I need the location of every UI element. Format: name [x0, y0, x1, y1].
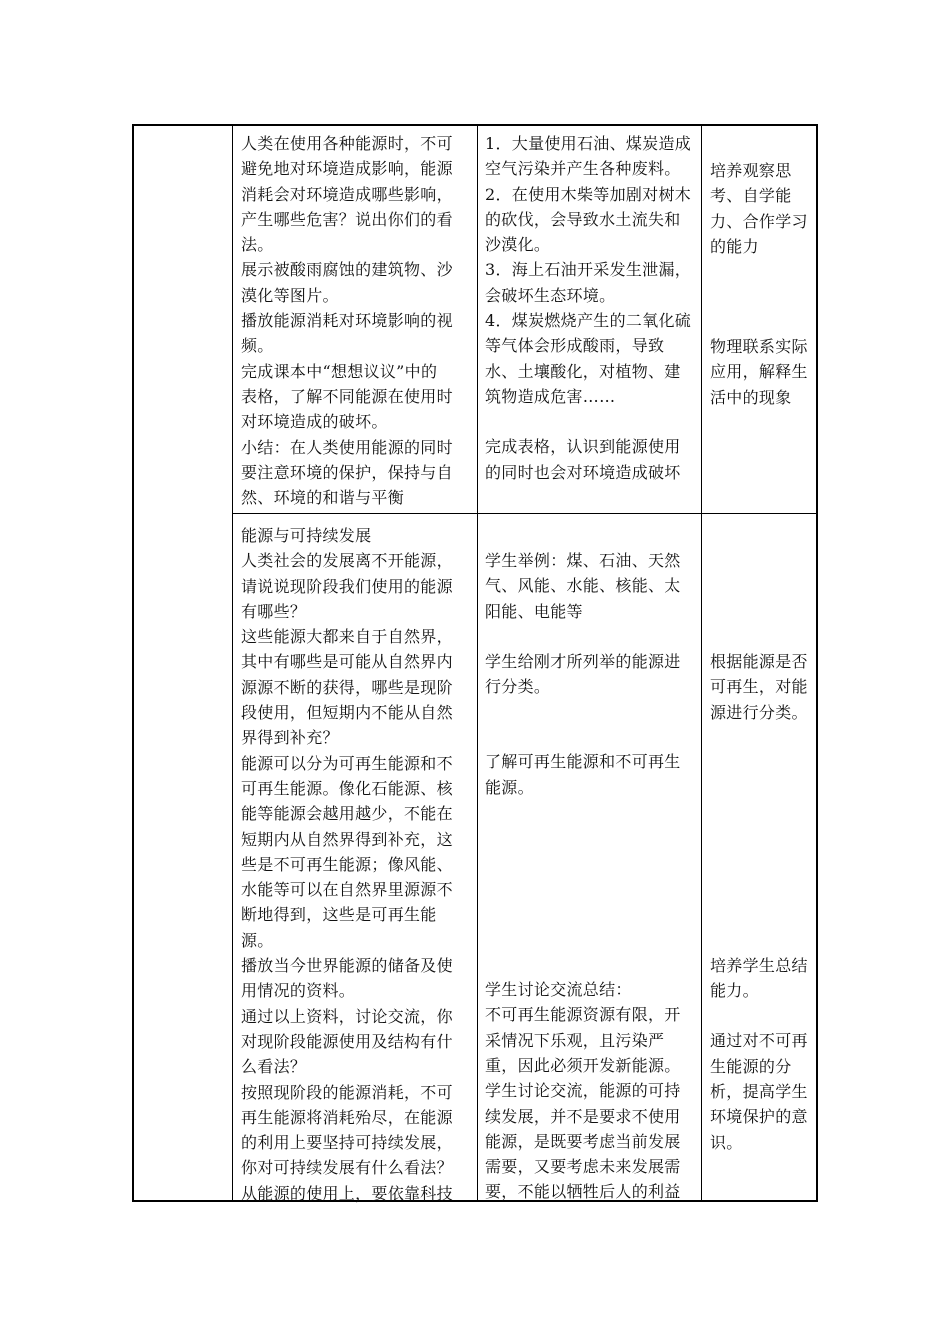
- text-line: 气、风能、水能、核能、太: [485, 576, 681, 596]
- text-line: 能源与可持续发展: [241, 526, 372, 545]
- text-line: 4．煤炭燃烧产生的二氧化硫: [485, 311, 692, 331]
- text-line: 界得到补充？: [241, 728, 339, 748]
- text-line: 小结：在人类使用能源的同时: [241, 437, 453, 457]
- text-line: 请说说现阶段我们使用的能源: [241, 576, 453, 596]
- text-line: 根据能源是否: [710, 652, 808, 671]
- spacer: [485, 800, 699, 977]
- text-line: 3．海上石油开采发生泄漏，: [485, 260, 692, 280]
- column-divider: [477, 126, 478, 1200]
- text-line: 采情况下乐观，且污染严: [485, 1030, 665, 1050]
- row1-intent-apply: [710, 334, 818, 410]
- text-line: 播放当今世界能源的储备及使: [241, 956, 453, 976]
- text-line: 能源。: [485, 777, 534, 797]
- text-line: 环境保护的意: [710, 1107, 808, 1127]
- text-line: 表格，了解不同能源在使用时: [241, 386, 453, 406]
- row1-student-points: [485, 131, 699, 409]
- text-line: 从能源的使用上，要依靠科技: [241, 1183, 453, 1203]
- text-line: 沙漠化。: [485, 235, 551, 255]
- spacer: [710, 259, 818, 334]
- text-line: 析，提高学生: [710, 1082, 808, 1102]
- text-line: 这些能源大都来自于自然界，: [241, 627, 453, 647]
- text-line: 会破坏生态环境。: [485, 285, 616, 305]
- row2-student-activity: [485, 548, 699, 1205]
- row2-intent-summary: [710, 953, 818, 1004]
- row1-teacher-activity: [241, 131, 473, 510]
- spacer: [710, 725, 818, 953]
- text-line: 对现阶段能源使用及结构有什: [241, 1031, 453, 1051]
- row1-student-table-task: [485, 434, 699, 485]
- text-line: 源。: [241, 930, 274, 950]
- text-line: 完成课本中“想想议议”中的: [241, 361, 438, 381]
- text-line: 空气污染并产生各种废料。: [485, 159, 681, 179]
- text-line: 人类社会的发展离不开能源，: [241, 551, 453, 571]
- text-line: 你对可持续发展有什么看法？: [241, 1158, 453, 1178]
- column-divider: [701, 126, 702, 1200]
- text-line: 能源，是既要考虑当前发展: [485, 1131, 681, 1151]
- text-line: 活中的现象: [710, 387, 792, 407]
- text-line: 对环境造成的破坏。: [241, 412, 388, 432]
- text-line: 完成表格，认识到能源使用: [485, 437, 681, 457]
- row1-design-intent: [710, 158, 818, 410]
- text-line: 学生讨论交流总结：: [485, 980, 632, 1000]
- text-line: 能源可以分为可再生能源和不: [241, 753, 453, 773]
- text-line: 展示被酸雨腐蚀的建筑物、沙: [241, 260, 453, 280]
- text-line: 水、土壤酸化，对植物、建: [485, 361, 681, 381]
- text-line: 消耗会对环境造成哪些影响，: [241, 184, 453, 204]
- text-line: 通过以上资料，讨论交流，你: [241, 1006, 453, 1026]
- text-line: 的能力: [710, 236, 759, 256]
- text-line: 物理联系实际: [710, 337, 808, 357]
- text-line: 么看法？: [241, 1057, 307, 1077]
- text-line: 考、自学能: [710, 186, 792, 206]
- row2-student-discussion: [485, 977, 699, 1205]
- text-line: 短期内从自然界得到补充，这: [241, 829, 453, 849]
- text-line: 法。: [241, 235, 274, 255]
- column-divider: [232, 126, 233, 1200]
- spacer: [710, 1003, 818, 1028]
- text-line: 培养学生总结: [710, 955, 808, 975]
- text-line: 了解可再生能源和不可再生: [485, 752, 681, 772]
- text-line: 学生给刚才所列举的能源进: [485, 651, 681, 671]
- text-line: 不可再生能源资源有限，开: [485, 1005, 681, 1025]
- text-line: 再生能源将消耗殆尽，在能源: [241, 1107, 453, 1127]
- lesson-plan-table: [132, 124, 818, 1202]
- text-line: 按照现阶段的能源消耗，不可: [241, 1082, 453, 1102]
- text-line: 源源不断的获得，哪些是现阶: [241, 677, 453, 697]
- text-line: 需要，又要考虑未来发展需: [485, 1157, 681, 1177]
- text-line: 阳能、电能等: [485, 601, 583, 621]
- text-line: 重，因此必须开发新能源。: [485, 1055, 681, 1075]
- text-line: 播放能源消耗对环境影响的视: [241, 311, 453, 331]
- text-line: 要注意环境的保护，保持与自: [241, 462, 453, 482]
- text-line: 其中有哪些是可能从自然界内: [241, 652, 453, 672]
- text-line: 些是不可再生能源；像风能、: [241, 854, 453, 874]
- text-line: 2．在使用木柴等加剧对树木: [485, 184, 692, 204]
- text-line: 力、合作学习: [710, 211, 808, 231]
- text-line: 的同时也会对环境造成破坏: [485, 462, 681, 482]
- text-line: 筑物造成危害……: [485, 386, 616, 406]
- text-line: 有哪些？: [241, 601, 307, 621]
- text-line: 频。: [241, 336, 274, 356]
- text-line: 能等能源会越用越少，不能在: [241, 804, 453, 824]
- row1-intent-observe: [710, 158, 818, 259]
- row2-student-understand: [485, 749, 699, 800]
- text-line: 能力。: [710, 981, 759, 1001]
- text-line: 产生哪些危害？说出你们的看: [241, 209, 453, 229]
- text-line: 然、环境的和谐与平衡: [241, 488, 405, 508]
- text-line: 学生讨论交流，能源的可持: [485, 1081, 681, 1101]
- text-line: 续发展，并不是要求不使用: [485, 1106, 681, 1126]
- row2-intent-environment: [710, 1028, 818, 1154]
- text-line: 避免地对环境造成影响，能源: [241, 159, 453, 179]
- text-line: 生能源的分: [710, 1056, 792, 1076]
- text-line: 用情况的资料。: [241, 981, 356, 1001]
- row2-design-intent: [710, 649, 818, 1155]
- row2-intent-classify: [710, 649, 818, 725]
- text-line: 可再生，对能: [710, 677, 808, 697]
- text-line: 等气体会形成酸雨，导致: [485, 336, 665, 356]
- text-line: 识。: [710, 1132, 743, 1152]
- text-line: 学生举例：煤、石油、天然: [485, 551, 681, 570]
- text-line: 可再生能源。像化石能源、核: [241, 778, 453, 798]
- text-line: 漠化等图片。: [241, 285, 339, 305]
- row2-student-classify: [485, 649, 699, 700]
- text-line: 应用，解释生: [710, 362, 808, 382]
- text-line: 的利用上要坚持可持续发展，: [241, 1133, 453, 1153]
- text-line: 的砍伐，会导致水土流失和: [485, 209, 681, 229]
- row1-student-activity: [485, 131, 699, 485]
- text-line: 行分类。: [485, 677, 551, 697]
- row-divider: [232, 513, 816, 514]
- text-line: 人类在使用各种能源时，不可: [241, 134, 453, 153]
- text-line: 通过对不可再: [710, 1031, 808, 1051]
- text-line: 培养观察思: [710, 161, 792, 180]
- text-line: 断地得到，这些是可再生能: [241, 905, 437, 925]
- text-line: 水能等可以在自然界里源源不: [241, 880, 453, 900]
- spacer: [485, 624, 699, 649]
- row2-student-examples: [485, 548, 699, 624]
- text-line: 源进行分类。: [710, 702, 808, 722]
- spacer: [485, 699, 699, 749]
- row2-teacher-activity: [241, 523, 473, 1206]
- text-line: 要，不能以牺牲后人的利益: [485, 1182, 681, 1202]
- spacer: [485, 409, 699, 434]
- text-line: 段使用，但短期内不能从自然: [241, 703, 453, 723]
- text-line: 1．大量使用石油、煤炭造成: [485, 134, 692, 153]
